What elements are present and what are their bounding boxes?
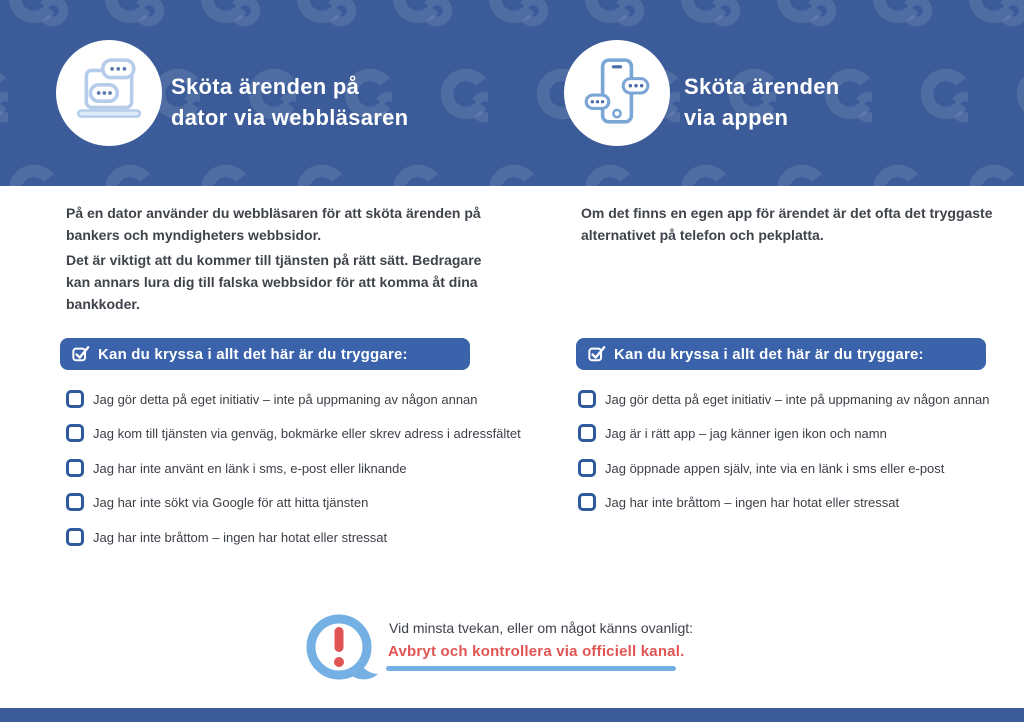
header-title-left: [171, 71, 408, 133]
left-intro-paragraph-2: [66, 249, 481, 315]
paragraph-line: alternativet på telefon och pekplatta.: [581, 227, 824, 243]
checklist-item: [578, 390, 990, 408]
header-circle-left: [56, 40, 162, 146]
checklist-item: [578, 493, 899, 511]
paragraph-line: kan annars lura dig till falska webbsidor för att komma åt dina: [66, 274, 478, 290]
alert-text-line1: Vid minsta tvekan, eller om något känns ovanligt:: [389, 620, 694, 636]
paragraph-line: På en dator använder du webbläsaren för att sköta ärenden på: [66, 205, 481, 221]
paragraph-line: Om det finns en egen app för ärendet är det ofta det tryggaste: [581, 205, 993, 221]
header-title-right: [684, 71, 840, 133]
header-circle-right: [564, 40, 670, 146]
speech-bubble-exclamation-icon: [300, 610, 384, 690]
checklist-banner-left: [60, 338, 470, 370]
header-title-right-line1: Sköta ärenden: [684, 74, 840, 99]
checklist-item-label: Jag är i rätt app – jag känner igen ikon och namn: [605, 425, 887, 441]
checklist-item: [66, 424, 521, 442]
header-title-left-line1: Sköta ärenden på: [171, 74, 360, 99]
checkbox[interactable]: [66, 528, 84, 546]
checked-checkbox-icon: [72, 345, 90, 363]
paragraph-line: bankers och myndigheters webbsidor.: [66, 227, 322, 243]
checkbox[interactable]: [66, 390, 84, 408]
paragraph-line: bankkoder.: [66, 296, 140, 312]
alert-underline: [386, 666, 676, 671]
checklist-banner-right: [576, 338, 986, 370]
checklist-item: [578, 459, 944, 477]
checklist-item: [578, 424, 887, 442]
laptop-chat-icon: [72, 56, 146, 130]
left-intro-paragraph-1: [66, 202, 481, 246]
checkbox[interactable]: [66, 424, 84, 442]
checkbox[interactable]: [66, 459, 84, 477]
checklist-item-label: Jag har inte använt en länk i sms, e-post eller liknande: [93, 460, 407, 476]
checklist-item-label: Jag gör detta på eget initiativ – inte på uppmaning av någon annan: [605, 391, 990, 407]
checklist-item: [66, 493, 368, 511]
checkbox[interactable]: [578, 493, 596, 511]
header-band: [0, 0, 1024, 186]
checked-checkbox-icon: [588, 345, 606, 363]
checklist-item: [66, 528, 387, 546]
checkbox[interactable]: [578, 424, 596, 442]
alert-text-line2: Avbryt och kontrollera via officiell kanal.: [388, 643, 685, 660]
smartphone-chat-icon: [580, 56, 654, 130]
checklist-banner-right-label: Kan du kryssa i allt det här är du tryggare:: [614, 345, 924, 363]
right-intro-paragraph: [581, 202, 993, 246]
checklist-banner-left-label: Kan du kryssa i allt det här är du tryggare:: [98, 345, 408, 363]
header-title-left-line2: dator via webbläsaren: [171, 105, 409, 130]
bottom-bar: [0, 708, 1024, 722]
checklist-item-label: Jag har inte bråttom – ingen har hotat eller stressat: [93, 529, 388, 545]
checklist-item-label: Jag har inte sökt via Google för att hitta tjänsten: [93, 494, 369, 510]
checkbox[interactable]: [578, 459, 596, 477]
checklist-item-label: Jag har inte bråttom – ingen har hotat eller stressat: [605, 494, 900, 510]
paragraph-line: Det är viktigt att du kommer till tjänsten på rätt sätt. Bedragare: [66, 252, 482, 268]
checklist-item-label: Jag öppnade appen själv, inte via en länk i sms eller e-post: [605, 460, 945, 476]
checklist-item: [66, 459, 407, 477]
checklist-item-label: Jag gör detta på eget initiativ – inte på uppmaning av någon annan: [93, 391, 478, 407]
checkbox[interactable]: [578, 390, 596, 408]
header-title-right-line2: via appen: [684, 105, 789, 130]
checklist-item: [66, 390, 478, 408]
checkbox[interactable]: [66, 493, 84, 511]
checklist-item-label: Jag kom till tjänsten via genväg, bokmärke eller skrev adress i adressfältet: [93, 425, 521, 441]
